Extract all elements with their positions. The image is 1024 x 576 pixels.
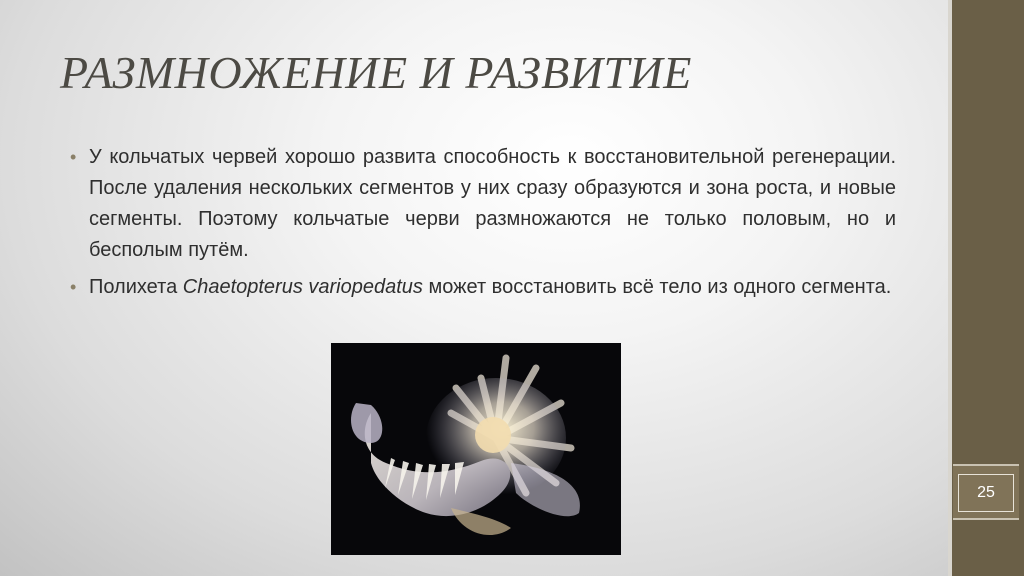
bullet-item-chaetopterus <box>70 272 896 303</box>
species-name: Chaetopterus variopedatus <box>182 276 423 298</box>
polychaete-illustration <box>331 343 621 555</box>
polychaete-photo <box>331 343 621 555</box>
bullet-text: У кольчатых червей хорошо развита способность к восстановительной регенерации. После удаления нескольких сегментов у них сразу образуются и зона роста, и новые сегменты. Поэтому кольчатые черви размножаются не только половым, но и бесполым путём. <box>89 146 896 261</box>
bullet-icon: • <box>70 147 77 167</box>
slide-title: РАЗМНОЖЕНИЕ И РАЗВИТИЕ <box>60 47 692 98</box>
bullet-list <box>70 142 896 309</box>
sidebar-divider <box>948 0 952 576</box>
bullet-text-prefix: Полихета <box>89 276 183 298</box>
page-number-badge <box>953 464 1019 520</box>
page-number: 25 <box>958 474 1014 512</box>
bullet-text-suffix: может восстановить всё тело из одного сегмента. <box>422 276 892 298</box>
bullet-icon: • <box>70 277 77 297</box>
bullet-item-regeneration <box>70 142 896 266</box>
